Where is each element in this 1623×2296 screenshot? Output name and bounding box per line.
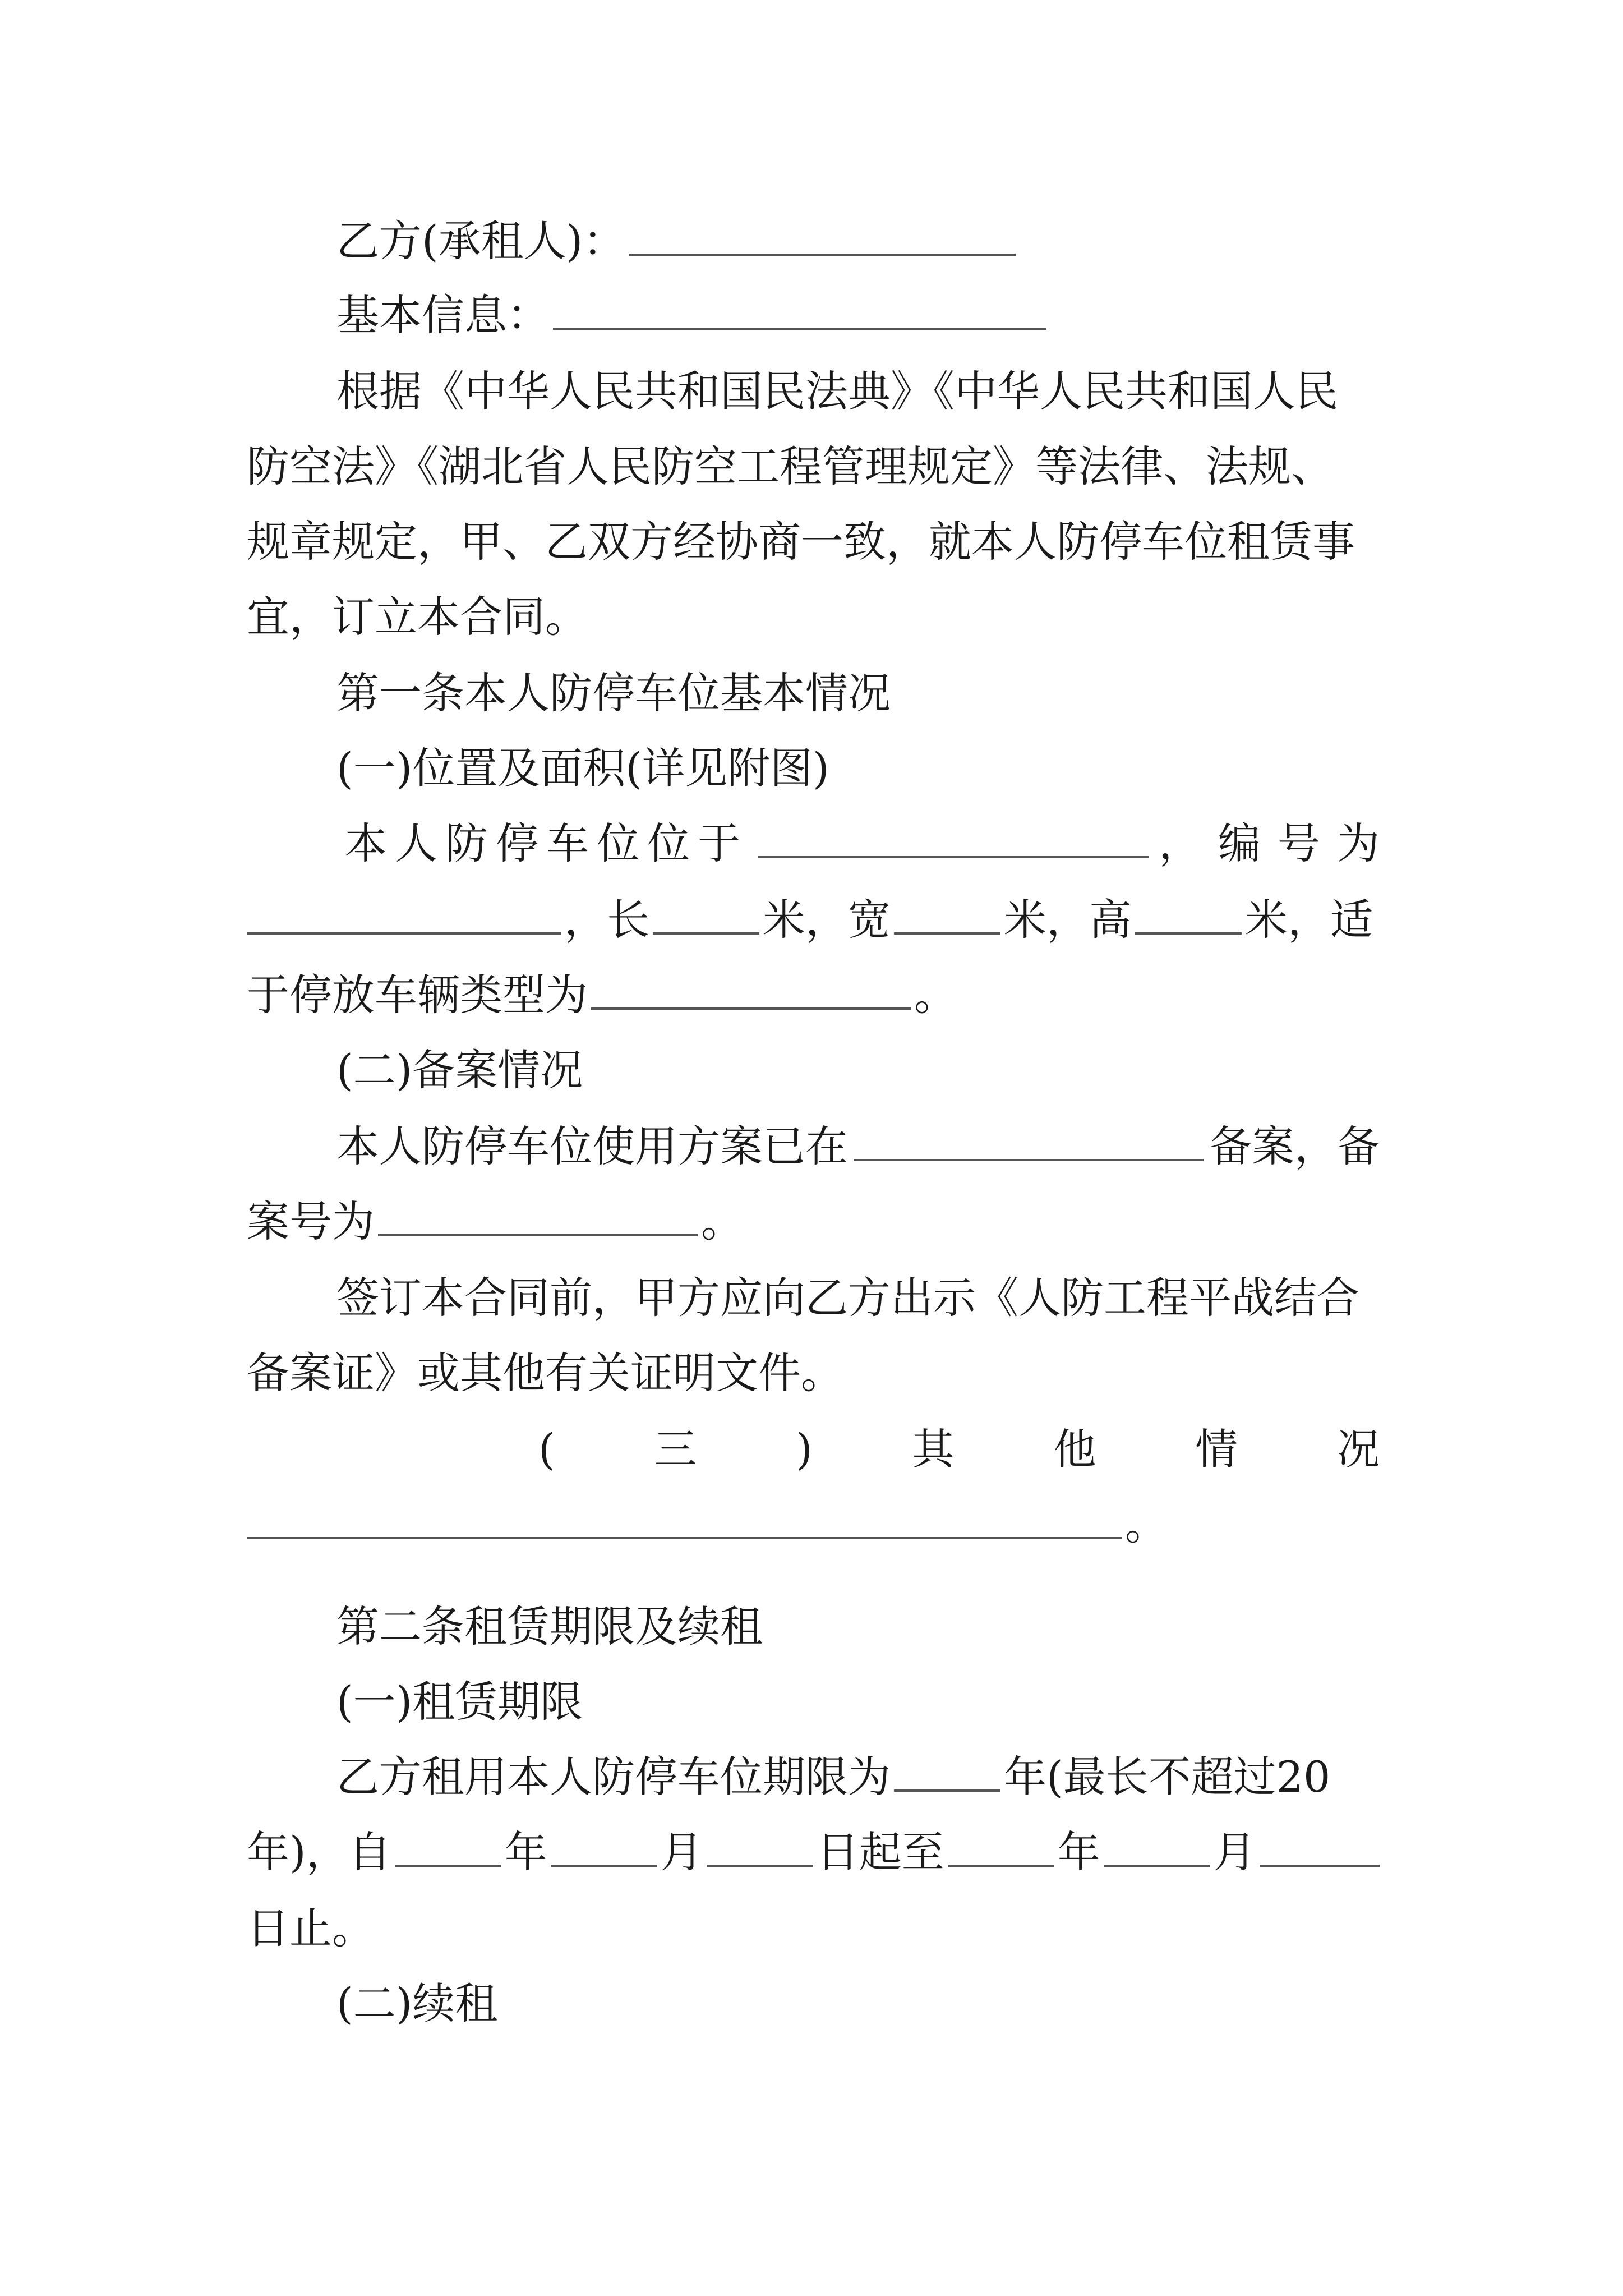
filing-line xyxy=(336,1119,1380,1175)
height-label: 米，高 xyxy=(1004,895,1132,945)
basic-info-label: 基本信息： xyxy=(336,290,550,340)
filing-number-blank[interactable] xyxy=(378,1197,698,1236)
preamble-line-4: 宜，订立本合同。 xyxy=(247,592,588,642)
width-blank[interactable] xyxy=(894,895,1000,935)
end-day-blank[interactable] xyxy=(1260,1828,1380,1867)
party-b-label: 乙方(承租人)： xyxy=(336,216,626,266)
location-prefix: 本人防停车位位于 xyxy=(344,818,748,868)
length-blank[interactable] xyxy=(653,895,759,935)
article2-sec1-title: (一)租赁期限 xyxy=(336,1677,583,1727)
filing-number-line xyxy=(247,1194,1380,1250)
number-label: ，编号为 xyxy=(1159,818,1396,868)
basic-info-line xyxy=(336,287,1380,343)
period: 。 xyxy=(1125,1499,1168,1549)
end-year-blank[interactable] xyxy=(948,1828,1054,1867)
cert-line-1: 签订本合同前，甲方应向乙方出示《人防工程平战结合 xyxy=(336,1273,1359,1323)
meter-suit-label: 米，适 xyxy=(1245,895,1373,945)
start-day-blank[interactable] xyxy=(707,1828,813,1867)
term-years-blank[interactable] xyxy=(894,1752,1000,1792)
party-b-blank[interactable] xyxy=(629,217,1016,256)
period: 。 xyxy=(914,970,957,1020)
height-blank[interactable] xyxy=(1135,895,1242,935)
article1-sec3-title: ( 三 ) 其 他 情 况 xyxy=(538,1424,1380,1474)
vehicle-type-label: 于停放车辆类型为 xyxy=(247,970,588,1020)
filing-suffix: 备案，备 xyxy=(1209,1121,1380,1171)
preamble-line-3: 规章规定，甲、乙双方经协商一致，就本人防停车位租赁事 xyxy=(247,517,1355,567)
other-info-blank[interactable] xyxy=(247,1500,1122,1539)
width-label: 米，宽 xyxy=(763,895,891,945)
dimensions-line xyxy=(247,892,1380,948)
location-line xyxy=(336,816,1396,872)
cert-line-2: 备案证》或其他有关证明文件。 xyxy=(247,1348,843,1398)
other-info-line xyxy=(247,1497,1380,1553)
length-label: ，长 xyxy=(564,895,649,945)
article1-sec2-title: (二)备案情况 xyxy=(336,1045,583,1095)
location-blank[interactable] xyxy=(758,819,1149,858)
start-year-blank[interactable] xyxy=(395,1828,501,1867)
article2-title: 第二条租赁期限及续租 xyxy=(336,1602,763,1651)
term-line xyxy=(336,1749,1380,1805)
end-month-blank[interactable] xyxy=(1104,1828,1210,1867)
preamble-line-1: 根据《中华人民共和国民法典》《中华人民共和国人民 xyxy=(336,366,1338,416)
term-end-line: 日止。 xyxy=(247,1903,375,1953)
term-suffix: 年(最长不超过20 xyxy=(1004,1752,1331,1802)
start-month-blank[interactable] xyxy=(551,1828,657,1867)
number-blank[interactable] xyxy=(247,895,561,935)
filing-no-label: 案号为 xyxy=(247,1197,375,1246)
article2-sec2-title: (二)续租 xyxy=(336,1978,498,2028)
party-b-line xyxy=(336,213,1380,269)
article1-title: 第一条本人防停车位基本情况 xyxy=(336,668,891,718)
article1-sec1-title: (一)位置及面积(详见附图) xyxy=(336,743,829,793)
vehicle-type-blank[interactable] xyxy=(591,970,911,1010)
preamble-line-2: 防空法》《湖北省人民防空工程管理规定》等法律、法规、 xyxy=(247,441,1334,491)
filing-prefix: 本人防停车位使用方案已在 xyxy=(336,1121,848,1171)
vehicle-type-line xyxy=(247,967,1380,1023)
filing-office-blank[interactable] xyxy=(854,1122,1204,1161)
term-prefix: 乙方租用本人防停车位期限为 xyxy=(336,1752,891,1802)
period: 。 xyxy=(701,1197,744,1246)
basic-info-blank[interactable] xyxy=(553,291,1046,330)
term-dates-line: 年)，自 年 月 日起至 年 月 xyxy=(247,1824,1380,1880)
from-label: 年)，自 xyxy=(247,1827,391,1877)
